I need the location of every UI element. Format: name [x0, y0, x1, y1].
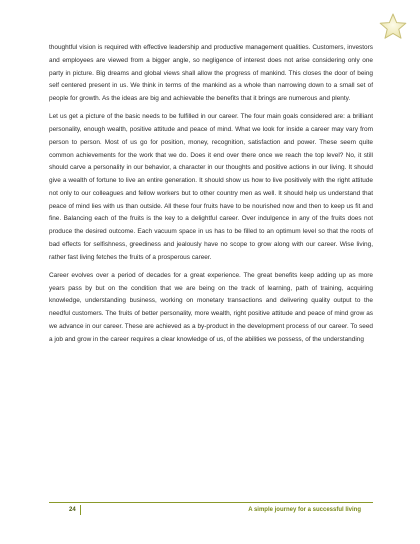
paragraph: Career evolves over a period of decades for a great experience. The great benefits keep adding up as more years pass by but on the condition that we are being on the track of learning, path of training, acquiring knowledge, understanding business, working on monetary transactions and delivering quality output to the needful customers. The fruits of better personality, more wealth, right positive attitude and peace of mind grow as we advance in our career. These are achieved as a by-product in the development process of our career. To seed a job and grow in the career requires a clear knowledge of us, of the abilities we possess, of the understanding — [49, 271, 373, 343]
body-text — [49, 42, 373, 346]
paragraph: thoughtful vision is required with effective leadership and productive management qualities. Customers, investors and employees are viewed from a bigger angle, so negligence of interest does not arise considering only one party in picture. Big dreams and global views shall allow the progress of mankind. This closes the door of being self centered present in us. We think in terms of the mankind as a whole than narrowing down to a small set of people for growth. As the ideas are big and achievable the benefits that it brings are numerous and plenty. — [49, 44, 373, 102]
page-number: 24 — [69, 507, 76, 513]
paragraph: Let us get a picture of the basic needs to be fulfilled in our career. The four main goals considered are: a brilliant personality, enough wealth, positive attitude and peace of mind. What we look for inside a career may vary from person to person. Most of us go for position, money, recognition, satisfaction and power. These seem quite common achievements for the work that we do. Does it end over there once we reach the top level? No, it still should carve a personality in our behavior, a character in our thoughts and positive actions in our living. It should give a wealth of fortune to live an entire generation. It should show us how to live positively with the right attitude not only to our colleagues and fellow workers but to other country men as well. It should help us understand that peace of mind lies with us than outside. All these four fruits have to be nourished now and then to keep us fit and fine. Balancing each of the fruits is the key to a delightful career. Over indulgence in any of the fruits does not produce the desired outcome. Each vacuum space in us has to be filled to an optimum level so that the roots of bad effects for selfishness, greediness and jealously have no scope to grow along with our career. Wise living, rather fast living fetches the fruits of a prosperous career. — [49, 113, 373, 261]
star-icon — [378, 12, 408, 42]
page-footer — [49, 504, 373, 516]
running-footer-title: A simple journey for a successful living — [248, 507, 361, 513]
footer-separator — [80, 505, 81, 515]
footer-rule — [49, 502, 373, 503]
